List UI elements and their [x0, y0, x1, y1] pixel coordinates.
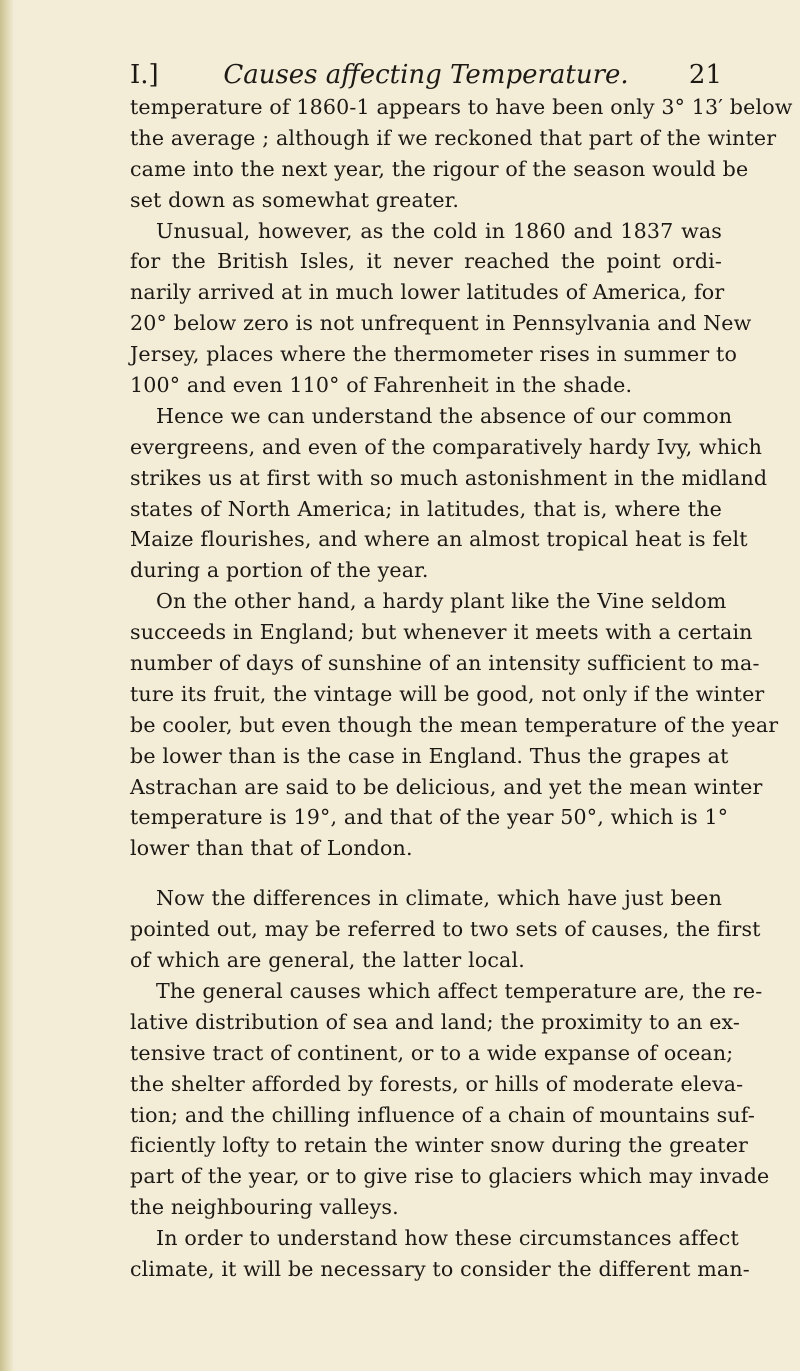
text-line: succeeds in England; but whenever it meets with a certain — [130, 620, 753, 645]
section-number: I.] — [130, 60, 159, 90]
text-line: climate, it will be necessary to consider the different man- — [130, 1256, 750, 1281]
text-line: The general causes which affect temperature are, the re- — [156, 978, 763, 1003]
text-line: lative distribution of sea and land; the proximity to an ex- — [130, 1009, 741, 1034]
text-line: the shelter afforded by forests, or hills of moderate eleva- — [130, 1071, 744, 1096]
text-line: Unusual, however, as the cold in 1860 and 1837 was — [156, 218, 722, 243]
text-line: set down as somewhat greater. — [130, 187, 460, 212]
text-line: strikes us at first with so much astonishment in the midland — [130, 465, 768, 490]
text-line: part of the year, or to give rise to glaciers which may invade — [130, 1164, 770, 1189]
text-line: On the other hand, a hardy plant like the Vine seldom — [156, 589, 727, 614]
text-line: Astrachan are said to be delicious, and yet the mean winter — [130, 774, 763, 799]
text-line: Maize flourishes, and where an almost tropical heat is felt — [130, 527, 748, 552]
text-line: the average ; although if we reckoned that part of the winter — [130, 125, 777, 150]
text-line: came into the next year, the rigour of the season would be — [130, 156, 749, 181]
text-line: temperature of 1860-1 appears to have been only 3° 13′ below — [130, 95, 793, 119]
text-line: number of days of sunshine of an intensity sufficient to ma- — [130, 651, 760, 676]
text-line: Jersey, places where the thermometer rises in summer to — [130, 342, 737, 367]
text-line: be lower than is the case in England. Thus the grapes at — [130, 743, 729, 768]
text-line: 100° and even 110° of Fahrenheit in the shade. — [130, 373, 633, 398]
page-number: 21 — [688, 60, 722, 90]
text-line: Hence we can understand the absence of our common — [156, 403, 733, 428]
text-line: of which are general, the latter local. — [130, 948, 525, 973]
text-line: pointed out, may be referred to two sets of causes, the first — [130, 917, 761, 942]
text-line: In order to understand how these circumstances affect — [156, 1226, 739, 1251]
text-line: ture its fruit, the vintage will be good, not only if the winter — [130, 681, 765, 706]
text-line: be cooler, but even though the mean temperature of the year — [130, 712, 779, 737]
text-line: tensive tract of continent, or to a wide expanse of ocean; — [130, 1040, 734, 1065]
text-line: the neighbouring valleys. — [130, 1195, 399, 1220]
text-line: Now the differences in climate, which have just been — [156, 886, 722, 911]
text-line: lower than that of London. — [130, 836, 413, 861]
text-line: 20° below zero is not unfrequent in Pennsylvania and New — [130, 311, 752, 336]
body-text — [130, 92, 793, 1285]
text-line: narily arrived at in much lower latitudes of America, for — [130, 280, 725, 305]
text-line: for the British Isles, it never reached the point ordi- — [130, 249, 722, 274]
text-line: states of North America; in latitudes, that is, where the — [130, 496, 722, 521]
text-line: during a portion of the year. — [130, 558, 429, 583]
paragraph-gap — [130, 864, 722, 883]
page-edge-shadow — [0, 0, 14, 1371]
page-header — [130, 60, 722, 94]
text-line: evergreens, and even of the comparatively hardy Ivy, which — [130, 434, 763, 459]
text-line: temperature is 19°, and that of the year 50°, which is 1° — [130, 805, 729, 830]
text-line: tion; and the chilling influence of a chain of mountains suf- — [130, 1102, 755, 1127]
running-title: Causes affecting Temperature. — [223, 60, 629, 90]
text-line: ficiently lofty to retain the winter snow during the greater — [130, 1133, 749, 1158]
